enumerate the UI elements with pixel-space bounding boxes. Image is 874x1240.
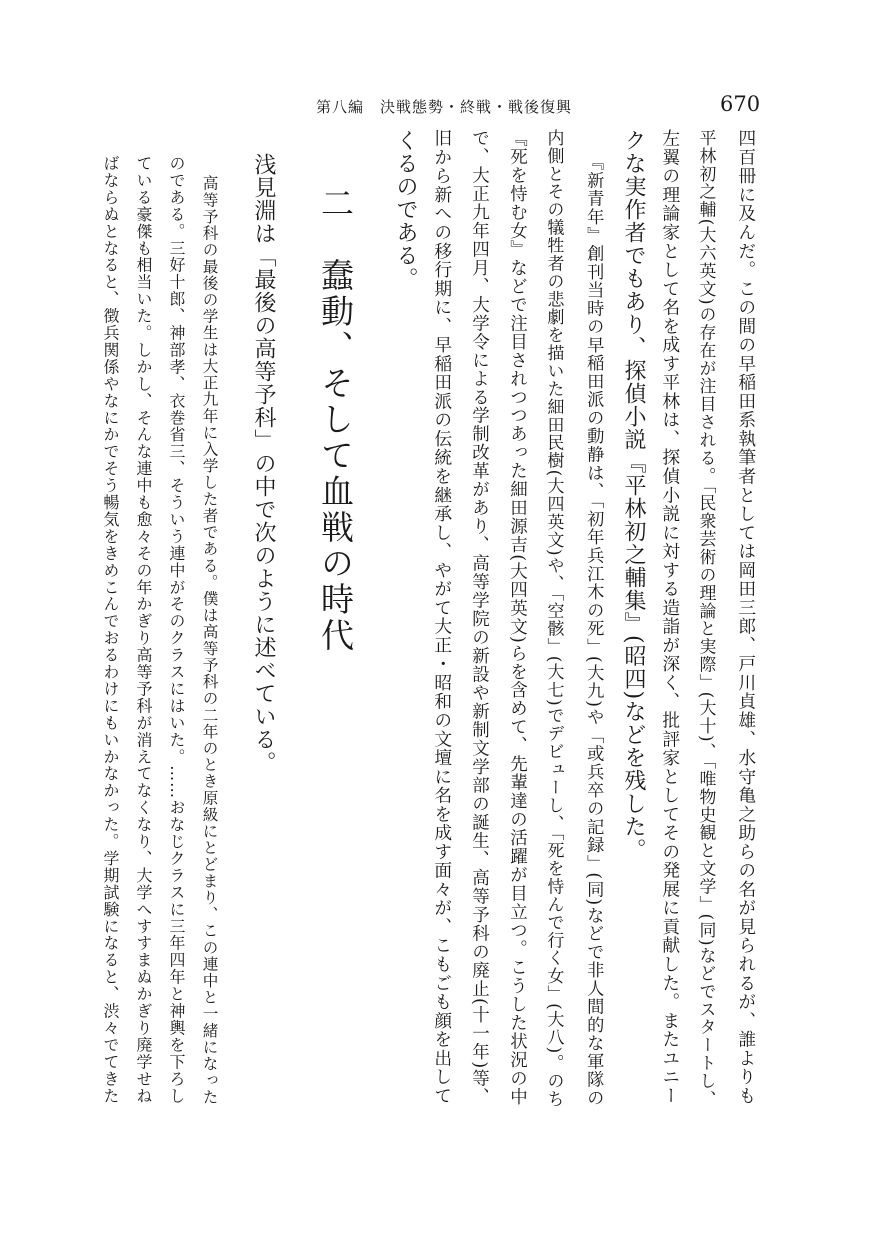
body-line: で、大正九年四月、大学令による学制改革があり、高等学院の新設や新制文学部の誕生、高等予科の廃止(十一年)等、: [469, 129, 490, 1107]
lead-line: 浅見淵は「最後の高等予科」の中で次のように述べている。: [251, 153, 276, 774]
quote-line: ばならぬとなると、徴兵関係やなにかでそう暢気をきめこんでおるわけにもいかなかった。学期試験になると、渋々でてきた: [100, 155, 120, 1105]
body-line: 平林初之輔(大六英文)の存在が注目される。「民衆芸術の理論と実際」(大十)、「唯物史観と文学」(同)などでスタートし、: [696, 129, 717, 1108]
quote-line: ている豪傑も相当いた。しかし、そんな連中も愈々その年かぎり高等予科が消えてなくなり、大学へすすまぬかぎり廃学せね: [133, 155, 153, 1105]
running-head: 第八編 決戦態勢・終戦・戦後復興: [316, 98, 573, 116]
quote-line: のである。三好十郎、神部孝、衣巻省三、そういう連中がそのクラスにはいた。……おなじクラスに三年四年と神輿を下ろし: [166, 155, 186, 1105]
body-line: 『死を恃む女』などで注目されつつあった細田源吉(大四英文)らを含めて、先輩達の活躍が目立つ。こうした状況の中: [507, 129, 528, 1107]
body-line: くるのである。: [393, 129, 418, 290]
page-number: 670: [720, 92, 761, 116]
body-line: 左翼の理論家として名を成す平林は、探偵小説に対する造詣が深く、批評家としてその発展に貢献した。またユニー: [659, 129, 680, 1106]
body-line: 『新青年』創刊当時の早稲田派の動静は、「初年兵江木の死」(大九)や「或兵卒の記録」(同)などで非人間的な軍隊の: [583, 153, 604, 1108]
body-line: 旧から新への移行期に、早稲田派の伝統を継承し、やがて大正・昭和の文壇に名を成す面々が、こもごも顔を出して: [431, 129, 452, 1106]
body-line: クな実作者でもあり、探偵小説『平林初之輔集』(昭四)などを残した。: [621, 129, 646, 862]
body-line: 四百冊に及んだ。この間の早稲田系執筆者としては岡田三郎、戸川貞雄、水守亀之助らの名が見られるが、誰よりも: [735, 129, 756, 1106]
section-heading: 二 蠢動、そして血戦の時代: [316, 186, 355, 654]
body-line: 内側とその犠牲者の悲劇を描いた細田民樹(大四英文)や、「空骸」(大七)でデビューし、「死を恃んで行く女」(大八)。のち: [544, 129, 565, 1108]
quote-line: 高等予科の最後の学生は大正九年に入学した者である。僕は高等予科の二年のとき原級にとどまり、この連中と一緒になった: [200, 175, 219, 1106]
